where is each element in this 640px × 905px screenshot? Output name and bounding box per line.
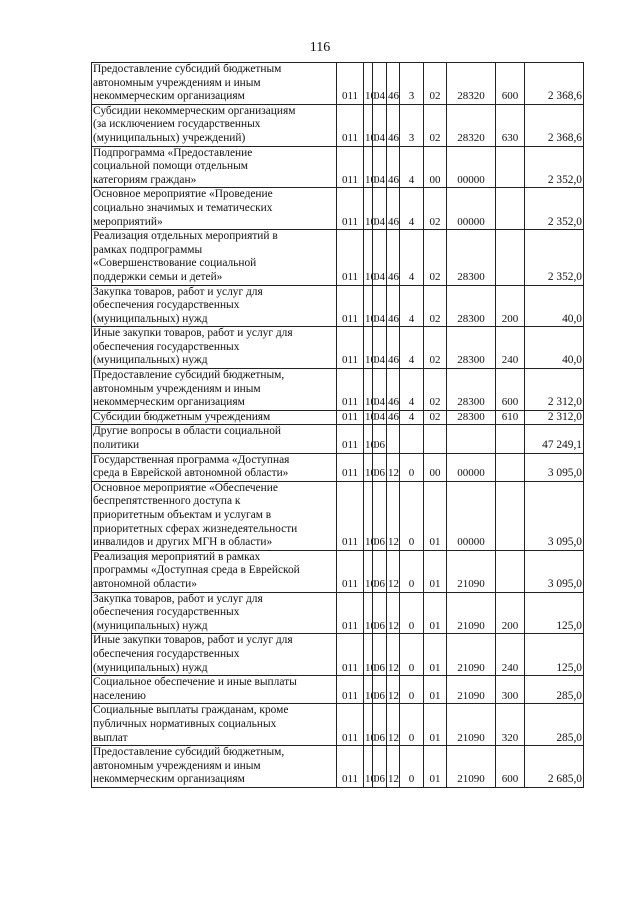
row-name-line: социальной помощи отдельным	[93, 160, 248, 173]
subprogram-code: 0	[400, 676, 424, 704]
row-name	[92, 425, 337, 453]
direction-code: 28300	[447, 327, 496, 369]
direction-code: 28300	[447, 285, 496, 327]
subsection-code: 06	[373, 634, 387, 676]
row-name-line: Закупка товаров, работ и услуг для	[93, 285, 263, 298]
row-name-line: рамках подпрограммы	[93, 243, 203, 256]
expense-type-code	[496, 146, 525, 188]
activity-code: 02	[424, 410, 447, 425]
row-name-line: Предоставление субсидий бюджетным,	[93, 746, 285, 759]
ved-code: 011	[337, 746, 364, 788]
expense-type-code: 240	[496, 327, 525, 369]
program-code: 12	[387, 550, 400, 592]
table-row	[92, 188, 584, 230]
section-code: 10	[364, 453, 373, 481]
program-code: 46	[387, 230, 400, 285]
program-code: 46	[387, 410, 400, 425]
row-name-line: Субсидии бюджетным учреждениям	[93, 410, 271, 423]
direction-code: 00000	[447, 188, 496, 230]
subprogram-code: 0	[400, 592, 424, 634]
row-sum: 125,0	[525, 592, 584, 634]
subsection-code: 04	[373, 327, 387, 369]
direction-code: 21090	[447, 746, 496, 788]
row-name	[92, 550, 337, 592]
expense-type-code	[496, 188, 525, 230]
table-row	[92, 63, 584, 105]
activity-code: 01	[424, 634, 447, 676]
direction-code: 21090	[447, 592, 496, 634]
subsection-code: 06	[373, 425, 387, 453]
activity-code: 00	[424, 453, 447, 481]
row-name-line: некоммерческим организациям	[93, 396, 245, 409]
row-name-line: Иные закупки товаров, работ и услуг для	[93, 634, 293, 647]
table-row	[92, 327, 584, 369]
table-row	[92, 453, 584, 481]
subsection-code: 04	[373, 410, 387, 425]
row-name-line: автономным учреждениям и иным	[93, 76, 261, 89]
section-code: 10	[364, 63, 373, 105]
section-code: 10	[364, 410, 373, 425]
row-name-line: (муниципальных) учреждений)	[93, 131, 246, 144]
ved-code: 011	[337, 634, 364, 676]
direction-code: 28300	[447, 230, 496, 285]
page-number: 116	[309, 40, 331, 55]
table-row	[92, 676, 584, 704]
subprogram-code: 4	[400, 146, 424, 188]
section-code: 10	[364, 188, 373, 230]
row-name	[92, 453, 337, 481]
expense-type-code: 240	[496, 634, 525, 676]
subsection-code: 06	[373, 676, 387, 704]
row-name-line: обеспечения государственных	[93, 299, 240, 312]
subprogram-code: 0	[400, 453, 424, 481]
table-row	[92, 704, 584, 746]
table-row	[92, 592, 584, 634]
row-name-line: Предоставление субсидий бюджетным	[93, 63, 282, 75]
subprogram-code: 0	[400, 481, 424, 550]
activity-code: 01	[424, 676, 447, 704]
direction-code: 21090	[447, 704, 496, 746]
ved-code: 011	[337, 704, 364, 746]
row-sum: 47 249,1	[525, 425, 584, 453]
ved-code: 011	[337, 104, 364, 146]
row-name	[92, 481, 337, 550]
row-sum: 3 095,0	[525, 481, 584, 550]
row-name-line: беспрепятственного доступа к	[93, 495, 241, 508]
row-sum: 2 312,0	[525, 410, 584, 425]
row-sum: 125,0	[525, 634, 584, 676]
expense-type-code: 610	[496, 410, 525, 425]
direction-code: 00000	[447, 481, 496, 550]
row-name-line: приоритетных сферах жизнедеятельности	[93, 522, 298, 535]
subprogram-code: 4	[400, 410, 424, 425]
ved-code: 011	[337, 188, 364, 230]
row-name-line: населению	[93, 689, 146, 702]
program-code: 12	[387, 481, 400, 550]
row-name-line: Реализация отдельных мероприятий в	[93, 230, 278, 243]
section-code: 10	[364, 327, 373, 369]
expense-type-code	[496, 425, 525, 453]
ved-code: 011	[337, 230, 364, 285]
expense-type-code: 200	[496, 285, 525, 327]
subsection-code: 06	[373, 746, 387, 788]
section-code: 10	[364, 369, 373, 411]
table-row	[92, 369, 584, 411]
ved-code: 011	[337, 676, 364, 704]
ved-code: 011	[337, 369, 364, 411]
row-name-line: Социальное обеспечение и иные выплаты	[93, 676, 297, 689]
activity-code: 01	[424, 592, 447, 634]
table-row	[92, 550, 584, 592]
table-row	[92, 481, 584, 550]
activity-code	[424, 425, 447, 453]
subsection-code: 04	[373, 285, 387, 327]
activity-code: 02	[424, 104, 447, 146]
row-name-line: «Совершенствование социальной	[93, 257, 257, 270]
direction-code: 28300	[447, 369, 496, 411]
subsection-code: 04	[373, 369, 387, 411]
row-name-line: Подпрограмма «Предоставление	[93, 146, 253, 159]
program-code: 12	[387, 453, 400, 481]
row-name-line: некоммерческим организациям	[93, 90, 245, 103]
subprogram-code: 4	[400, 369, 424, 411]
activity-code: 02	[424, 369, 447, 411]
activity-code: 02	[424, 327, 447, 369]
program-code: 46	[387, 63, 400, 105]
ved-code: 011	[337, 410, 364, 425]
subprogram-code: 3	[400, 104, 424, 146]
ved-code: 011	[337, 63, 364, 105]
program-code: 46	[387, 188, 400, 230]
section-code: 10	[364, 550, 373, 592]
subprogram-code: 4	[400, 188, 424, 230]
row-name	[92, 746, 337, 788]
row-name	[92, 410, 337, 425]
row-name-line: политики	[93, 439, 140, 452]
expense-type-code: 320	[496, 704, 525, 746]
row-sum: 2 352,0	[525, 146, 584, 188]
row-name-line: обеспечения государственных	[93, 340, 240, 353]
table-row	[92, 104, 584, 146]
program-code: 46	[387, 146, 400, 188]
program-code: 46	[387, 104, 400, 146]
table-row	[92, 746, 584, 788]
direction-code: 21090	[447, 550, 496, 592]
table-row	[92, 410, 584, 425]
row-name-line: Основное мероприятие «Проведение	[93, 188, 273, 201]
row-name-line: автономной области»	[93, 577, 197, 590]
expense-type-code: 300	[496, 676, 525, 704]
row-sum: 2 685,0	[525, 746, 584, 788]
subsection-code: 04	[373, 104, 387, 146]
row-name	[92, 634, 337, 676]
section-code: 10	[364, 104, 373, 146]
row-name-line: обеспечения государственных	[93, 606, 240, 619]
row-name-line: Предоставление субсидий бюджетным,	[93, 369, 285, 382]
row-name-line: Иные закупки товаров, работ и услуг для	[93, 327, 293, 340]
row-name-line: публичных нормативных социальных	[93, 717, 277, 730]
row-name-line: Закупка товаров, работ и услуг для	[93, 592, 263, 605]
activity-code: 02	[424, 285, 447, 327]
subsection-code: 06	[373, 481, 387, 550]
row-name-line: Государственная программа «Доступная	[93, 453, 290, 466]
activity-code: 02	[424, 230, 447, 285]
expense-type-code	[496, 550, 525, 592]
subsection-code: 04	[373, 63, 387, 105]
row-name-line: приоритетным объектам и услугам в	[93, 509, 272, 521]
section-code: 10	[364, 634, 373, 676]
subprogram-code: 0	[400, 550, 424, 592]
row-name	[92, 592, 337, 634]
row-name-line: социально значимых и тематических	[93, 201, 273, 214]
row-sum: 2 352,0	[525, 188, 584, 230]
section-code: 10	[364, 676, 373, 704]
subprogram-code: 4	[400, 230, 424, 285]
row-name-line: (муниципальных) нужд	[93, 661, 208, 674]
row-sum: 2 368,6	[525, 63, 584, 105]
row-name-line: инвалидов и других МГН в области»	[93, 536, 273, 549]
row-name-line: Субсидии некоммерческим организациям	[93, 104, 296, 117]
row-sum: 2 352,0	[525, 230, 584, 285]
subprogram-code: 0	[400, 746, 424, 788]
row-name-line: автономным учреждениям и иным	[93, 382, 261, 395]
row-name-line: обеспечения государственных	[93, 647, 240, 660]
row-name-line: программы «Доступная среда в Еврейской	[93, 564, 300, 577]
expense-type-code	[496, 453, 525, 481]
row-name-line: Социальные выплаты гражданам, кроме	[93, 704, 289, 717]
row-name	[92, 285, 337, 327]
row-sum: 3 095,0	[525, 550, 584, 592]
subprogram-code	[400, 425, 424, 453]
program-code: 46	[387, 327, 400, 369]
activity-code: 01	[424, 704, 447, 746]
section-code: 10	[364, 704, 373, 746]
expense-type-code: 630	[496, 104, 525, 146]
row-name	[92, 676, 337, 704]
subsection-code: 04	[373, 188, 387, 230]
direction-code: 28300	[447, 410, 496, 425]
row-name	[92, 146, 337, 188]
row-name-line: (муниципальных) нужд	[93, 619, 208, 632]
row-sum: 285,0	[525, 704, 584, 746]
direction-code: 00000	[447, 146, 496, 188]
ved-code: 011	[337, 453, 364, 481]
row-name-line: (муниципальных) нужд	[93, 312, 208, 325]
section-code: 10	[364, 592, 373, 634]
row-name	[92, 104, 337, 146]
subprogram-code: 3	[400, 63, 424, 105]
subprogram-code: 4	[400, 285, 424, 327]
row-name-line: автономным учреждениям и иным	[93, 759, 261, 772]
activity-code: 00	[424, 146, 447, 188]
expense-type-code: 600	[496, 746, 525, 788]
activity-code: 01	[424, 746, 447, 788]
ved-code: 011	[337, 481, 364, 550]
expense-type-code: 600	[496, 369, 525, 411]
row-sum: 2 312,0	[525, 369, 584, 411]
table-row	[92, 634, 584, 676]
row-sum: 2 368,6	[525, 104, 584, 146]
subprogram-code: 0	[400, 704, 424, 746]
expense-type-code: 600	[496, 63, 525, 105]
direction-code: 28320	[447, 104, 496, 146]
subsection-code: 04	[373, 230, 387, 285]
row-sum: 40,0	[525, 327, 584, 369]
row-name-line: категориям граждан»	[93, 173, 197, 186]
row-name-line: некоммерческим организациям	[93, 773, 245, 786]
program-code: 46	[387, 369, 400, 411]
table-row	[92, 230, 584, 285]
row-sum: 3 095,0	[525, 453, 584, 481]
program-code: 46	[387, 285, 400, 327]
row-name	[92, 369, 337, 411]
row-name	[92, 63, 337, 105]
table-row	[92, 285, 584, 327]
row-name	[92, 704, 337, 746]
row-name-line: выплат	[93, 731, 128, 744]
program-code: 12	[387, 676, 400, 704]
table-row	[92, 425, 584, 453]
budget-table	[91, 62, 584, 788]
ved-code: 011	[337, 146, 364, 188]
row-name	[92, 188, 337, 230]
ved-code: 011	[337, 327, 364, 369]
section-code: 10	[364, 230, 373, 285]
program-code	[387, 425, 400, 453]
direction-code	[447, 425, 496, 453]
row-name	[92, 327, 337, 369]
ved-code: 011	[337, 592, 364, 634]
row-name-line: (муниципальных) нужд	[93, 354, 208, 367]
row-name-line: Основное мероприятие «Обеспечение	[93, 481, 278, 494]
expense-type-code	[496, 230, 525, 285]
budget-rows	[92, 63, 584, 788]
activity-code: 02	[424, 188, 447, 230]
row-sum: 285,0	[525, 676, 584, 704]
row-name-line: мероприятий»	[93, 215, 163, 228]
subprogram-code: 0	[400, 634, 424, 676]
ved-code: 011	[337, 550, 364, 592]
direction-code: 21090	[447, 634, 496, 676]
expense-type-code	[496, 481, 525, 550]
activity-code: 01	[424, 481, 447, 550]
subsection-code: 06	[373, 704, 387, 746]
program-code: 12	[387, 746, 400, 788]
subsection-code: 04	[373, 146, 387, 188]
ved-code: 011	[337, 425, 364, 453]
section-code: 10	[364, 425, 373, 453]
row-name-line: среда в Еврейской автономной области»	[93, 467, 289, 480]
expense-type-code: 200	[496, 592, 525, 634]
activity-code: 01	[424, 550, 447, 592]
program-code: 12	[387, 634, 400, 676]
program-code: 12	[387, 592, 400, 634]
row-name-line: поддержки семьи и детей»	[93, 270, 223, 283]
row-name-line: (за исключением государственных	[93, 118, 261, 131]
row-name-line: Реализация мероприятий в рамках	[93, 550, 261, 563]
direction-code: 21090	[447, 676, 496, 704]
subprogram-code: 4	[400, 327, 424, 369]
direction-code: 28320	[447, 63, 496, 105]
subsection-code: 06	[373, 550, 387, 592]
row-name-line: Другие вопросы в области социальной	[93, 425, 282, 438]
section-code: 10	[364, 481, 373, 550]
row-sum: 40,0	[525, 285, 584, 327]
ved-code: 011	[337, 285, 364, 327]
table-row	[92, 146, 584, 188]
section-code: 10	[364, 285, 373, 327]
program-code: 12	[387, 704, 400, 746]
section-code: 10	[364, 746, 373, 788]
direction-code: 00000	[447, 453, 496, 481]
row-name	[92, 230, 337, 285]
activity-code: 02	[424, 63, 447, 105]
section-code: 10	[364, 146, 373, 188]
subsection-code: 06	[373, 592, 387, 634]
subsection-code: 06	[373, 453, 387, 481]
